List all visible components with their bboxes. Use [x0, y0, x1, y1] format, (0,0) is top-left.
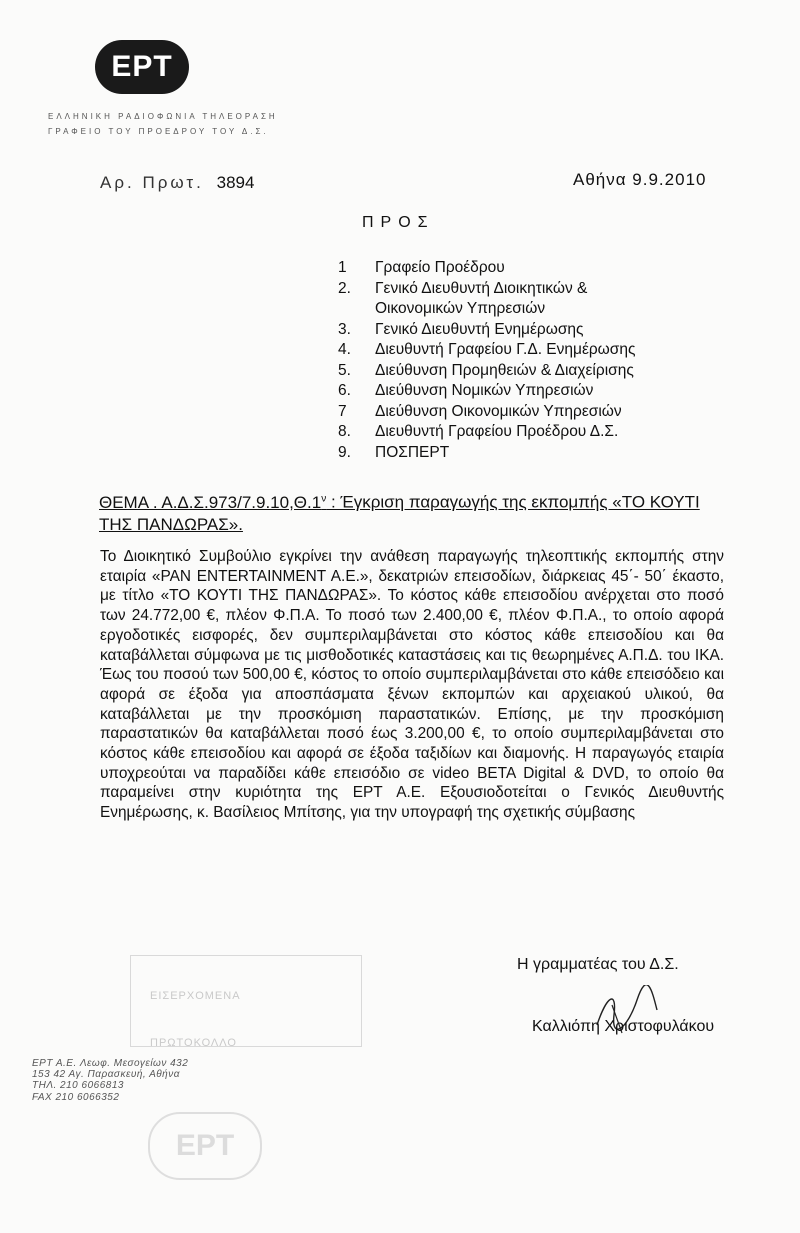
- org-line-1: ΕΛΛΗΝΙΚΗ ΡΑΔΙΟΦΩΝΙΑ ΤΗΛΕΟΡΑΣΗ: [48, 112, 278, 121]
- letter-date: Αθήνα 9.9.2010: [573, 170, 707, 189]
- recipient-item: 4. Διευθυντή Γραφείου Γ.Δ. Ενημέρωσης: [338, 341, 636, 358]
- signature-title: Η γραμματέας του Δ.Σ.: [517, 956, 679, 973]
- ghost-stamp-text-2: ΠΡΩΤΟΚΟΛΛΟ: [150, 1037, 237, 1049]
- recipients-heading: ΠΡΟΣ: [362, 214, 435, 231]
- protocol-value: 3894: [216, 173, 255, 192]
- recipient-item-continuation: Οικονομικών Υπηρεσιών: [375, 300, 546, 317]
- protocol-number: [100, 173, 254, 193]
- org-line-2: ΓΡΑΦΕΙΟ ΤΟΥ ΠΡΟΕΔΡΟΥ ΤΟΥ Δ.Σ.: [48, 127, 269, 136]
- protocol-label: Αρ. Πρωτ.: [100, 173, 204, 192]
- footer-line: ΤΗΛ. 210 6066813: [32, 1080, 124, 1092]
- recipient-item: 1 Γραφείο Προέδρου: [338, 259, 505, 276]
- recipient-item: 2. Γενικό Διευθυντή Διοικητικών &: [338, 279, 588, 297]
- ghost-logo: ΕΡΤ: [148, 1112, 262, 1180]
- footer-line: FAX 210 6066352: [32, 1091, 120, 1103]
- recipient-item: 3. Γενικό Διευθυντή Ενημέρωσης: [338, 320, 584, 338]
- subject-reference: ΘΕΜΑ . $A.\Delta.\Sigma.973/7.9.10,\Theta.1^\nu$: [99, 492, 327, 512]
- recipient-item: 5. Διεύθυνση Προμηθειών & Διαχείρισης: [338, 361, 634, 379]
- subject-line: [99, 488, 725, 536]
- subject-text: : Έγκριση παραγωγής της εκπομπής «ΤΟ ΚΟΥΤΙ ΤΗΣ ΠΑΝΔΩΡΑΣ».: [99, 492, 700, 534]
- recipient-item: 7 Διεύθυνση Οικονομικών Υπηρεσιών: [338, 402, 622, 420]
- ert-logo: ΕΡΤ: [95, 40, 189, 94]
- recipients-list: [338, 258, 635, 463]
- recipient-item: 9. ΠΟΣΠΕΡΤ: [338, 443, 450, 461]
- recipient-item: 8. Διευθυντή Γραφείου Προέδρου Δ.Σ.: [338, 423, 619, 440]
- signatory-name: Καλλιόπη Χριστοφυλάκου: [532, 1018, 715, 1035]
- body-paragraph: Το Διοικητικό Συμβούλιο εγκρίνει την ανάθεση παραγωγής τηλεοπτικής εκπομπής στην εταιρία «PAN ENTERTAINMENT A.E.», δεκατριών επεισοδίων, διάρκειας 45΄- 50΄ έκαστο, με τίτλο «ΤΟ ΚΟΥΤΙ ΤΗΣ ΠΑΝΔΩΡΑΣ». Το κόστος κάθε επεισοδίου ανέρχεται στο ποσό των 24.772,00 €, πλέον Φ.Π.Α. Το ποσό των 2.400,00 €, πλέον Φ.Π.Α., το οποίο αφορά εργοδοτικές εισφορές, δεν συμπεριλαμβάνεται στο κόστος κάθε επεισοδίου και θα καταβάλλεται σύμφωνα με τις μισθοδοτικές καταστάσεις και τις θεωρημένες Α.Π.Δ. του ΙΚΑ. Έως του ποσού των 500,00 €, κόστος το οποίο συμπεριλαμβάνεται στο κάθε επεισόδειο και αφορά σε έξοδα για αποσπάσματα ξένων εκπομπών και αρχειακού υλικού, θα καταβάλλεται με την προσκόμιση παραστατικών. Επίσης, με την προσκόμιση παραστατικών θα καταβάλλεται ποσό έως 3.200,00 €, το οποίο συμπεριλαμβάνεται στο κόστος κάθε επεισοδίου και αφορά σε έξοδα ταξιδίων και διαμονής. Η παραγωγός εταιρία υποχρεούται να παραδίδει κάθε επεισόδιο σε video BETA Digital & DVD, το οποίο θα παραμείνει στην κυριότητα της ΕΡΤ Α.Ε. Εξουσιοδοτείται ο Γενικός Διευθυντής Ενημέρωσης, κ. Βασίλειος Μπίτσης, για την υπογραφή της σχετικής σύμβασης: [100, 548, 724, 822]
- recipient-item: 6. Διεύθυνση Νομικών Υπηρεσιών: [338, 382, 594, 399]
- footer-address: [32, 1058, 188, 1103]
- footer-line: 153 42 Αγ. Παρασκευή, Αθήνα: [32, 1069, 180, 1081]
- ghost-stamp-text-1: ΕΙΣΕΡΧΟΜΕΝΑ: [150, 990, 241, 1002]
- footer-line: ΕΡΤ Α.Ε. Λεωφ. Μεσογείων 432: [32, 1058, 189, 1069]
